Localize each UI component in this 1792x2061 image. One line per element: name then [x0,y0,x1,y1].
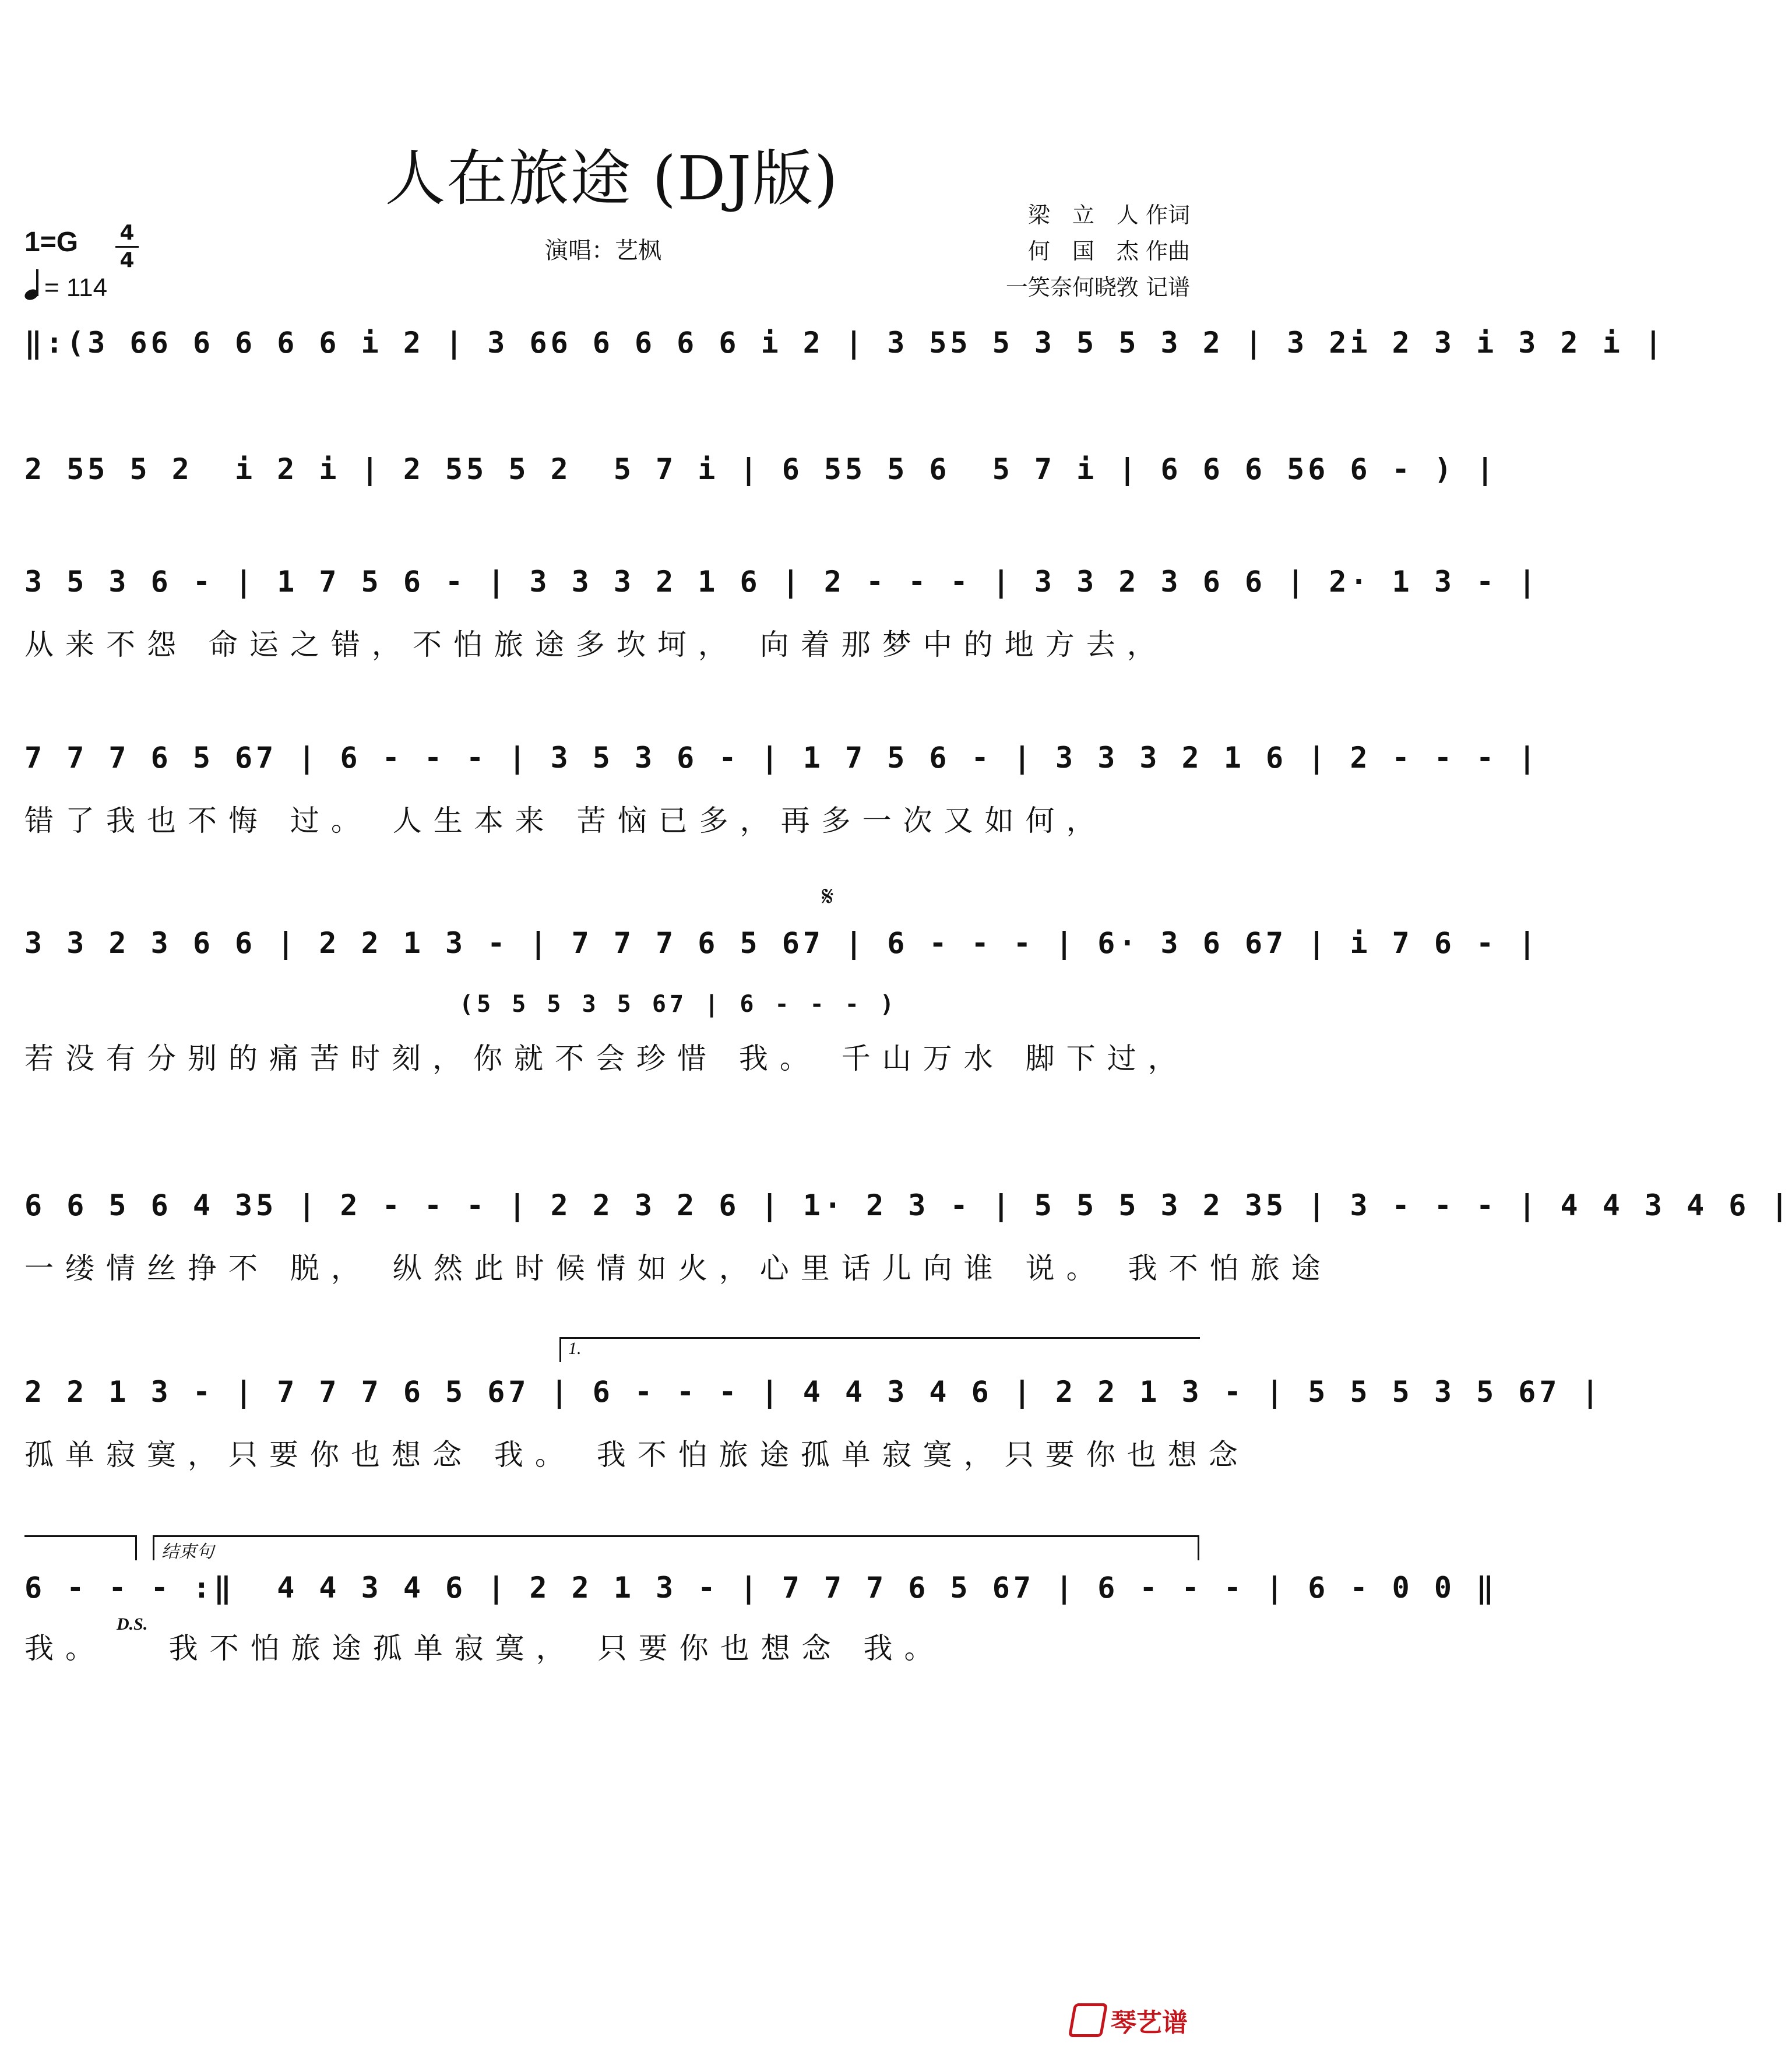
first-ending-label: 1. [568,1339,582,1358]
notation: 2 55 5 2 i 2 i | 2 55 5 2 5 7 i | 6 55 5 6 5 7 i | 6 6 6 56 6 - ) | [24,452,1498,486]
interlude-notation: (5 5 5 3 5 67 | 6 - - - ) [459,991,898,1018]
watermark-text: 琴艺谱 [1111,2008,1188,2038]
notation: 6 - - - :‖ 4 4 3 4 6 | 2 2 1 3 - | 7 7 7 6 5 67 | 6 - - - | 6 - 0 0 ‖ [24,1571,1498,1605]
time-signature-divider [115,246,139,248]
composer-credit: 何 国 杰 作曲 [1027,238,1190,264]
score-line-1 [24,314,1666,378]
score-line-6 [24,1176,1792,1293]
lyrics: 从来不怨 命运之错，不怕旅途多坎坷， 向着那梦中的地方去， [24,628,1168,662]
time-signature-bottom: 4 [119,248,135,272]
lyrics: 错了我也不悔 过。 人生本来 苦恼已多，再多一次又如何， [24,804,1107,838]
first-ending-bracket [559,1337,1200,1362]
dal-segno-mark: D.S. [117,1615,148,1634]
transcriber-credit: 一笑奈何晓敩 记谱 [1005,275,1190,300]
score-line-8 [24,1559,1498,1675]
score-title: 人在旅途 (DJ版) [385,143,839,214]
tempo-marking [24,269,107,303]
notation: 3 5 3 6 - | 1 7 5 6 - | 3 3 3 2 1 6 | 2 - - - | 3 3 2 3 6 6 | 2· 1 3 - | [24,565,1540,599]
tempo-value: = 114 [44,273,108,302]
score-line-3 [24,553,1540,669]
coda-bracket [153,1535,1199,1560]
first-ending-continuation [24,1535,137,1560]
logo-icon [1068,2003,1108,2037]
notation: ‖:(3 66 6 6 6 6 i 2 | 3 66 6 6 6 6 i 2 | 3 55 5 3 5 5 3 2 | 3 2i 2 3 i 3 2 i | [24,326,1666,360]
time-signature-top: 4 [119,221,135,245]
notation: 3 3 2 3 6 6 | 2 2 1 3 - | 7 7 7 6 5 67 | 6 - - - | 6· 3 6 67 | i 7 6 - | [24,926,1540,960]
time-signature [115,221,139,272]
notation: 2 2 1 3 - | 7 7 7 6 5 67 | 6 - - - | 4 4 3 4 6 | 2 2 1 3 - | 5 5 5 3 5 67 | [24,1375,1603,1409]
lyrics: 孤单寂寞，只要你也想念 我。 我不怕旅途孤单寂寞，只要你也想念 [24,1438,1249,1472]
singer-credit: 演唱：艺枫 [545,237,661,264]
quarter-note-icon [24,269,44,300]
lyrics: 若没有分别的痛苦时刻，你就不会珍惜 我。 千山万水 脚下过， [24,1042,1189,1075]
notation: 6 6 5 6 4 35 | 2 - - - | 2 2 3 2 6 | 1· 2 3 - | 5 5 5 3 2 35 | 3 - - - | 4 4 3 4 6 | [24,1188,1792,1222]
segno-sign: 𝄋 [822,880,834,913]
ending-label: 结束句 [161,1542,214,1561]
watermark-logo [1071,2002,1188,2039]
lyrics: 我。 我不怕旅途孤单寂寞， 只要你也想念 我。 [24,1631,945,1665]
score-line-7 [24,1363,1603,1479]
score-line-4 [24,729,1540,845]
lyrics: 一缕情丝挣不 脱， 纵然此时候情如火，心里话儿向谁 说。 我不怕旅途 [24,1251,1332,1285]
score-line-2 [24,440,1498,504]
lyricist-credit: 梁 立 人 作词 [1027,202,1190,228]
key-signature: 1=G [24,227,79,258]
score-line-5 [24,914,1540,1075]
notation: 7 7 7 6 5 67 | 6 - - - | 3 5 3 6 - | 1 7 5 6 - | 3 3 3 2 1 6 | 2 - - - | [24,741,1540,775]
credits-block [1006,197,1190,305]
